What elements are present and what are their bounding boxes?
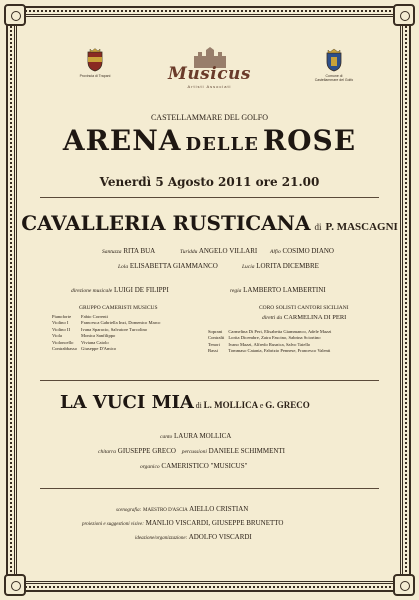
separator bbox=[40, 380, 379, 381]
event-date: Venerdì 5 Agosto 2011 ore 21.00 bbox=[99, 175, 320, 189]
opera1-composer-prefix: di bbox=[314, 222, 322, 232]
roster-row: Contralti Lorita Dicembre, Zaira Fascino, Sabrina Sciortino bbox=[208, 335, 321, 341]
opera1-composer: P. MASCAGNI bbox=[325, 221, 398, 233]
credit-canto: canto LAURA MOLLICA bbox=[160, 432, 232, 440]
crest-right-caption: Comune di Castellammare del Golfo bbox=[314, 74, 354, 82]
credit-ideazione: ideazione/organizzazione: ADOLFO VISCARDI bbox=[135, 533, 252, 541]
inner-border bbox=[14, 14, 403, 584]
opera2-heading: LA VUCI MIA di L. MOLLICA e G. GRECO bbox=[60, 392, 310, 413]
credit-organico: organico CAMERISTICO "MUSICUS" bbox=[140, 462, 248, 470]
group-title: GRUPPO CAMERISTI MUSICUS bbox=[79, 305, 158, 311]
choir-title: CORO SOLISTI CANTORI SICILIANI bbox=[259, 305, 349, 311]
venue-rose: ROSE bbox=[262, 124, 357, 157]
roster-row: Soprani Carmelina Di Peri, Elisabetta Giammanco, Adele Mazzi bbox=[208, 329, 332, 334]
stage-director: regia LAMBERTO LAMBERTINI bbox=[230, 286, 326, 294]
credit-scenografia: scenografia: MAESTRO D'ASCIA AIELLO CRISTIAN bbox=[116, 505, 249, 513]
roster-row: Pianoforte Fabio Correnti bbox=[52, 314, 108, 319]
logo-wordmark: Musicus bbox=[168, 64, 251, 84]
opera2-title: LA VUCI MIA bbox=[60, 392, 194, 413]
corner-ornament-icon bbox=[4, 574, 26, 596]
corner-ornament-icon bbox=[4, 4, 26, 26]
venue-delle: DELLE bbox=[185, 134, 259, 155]
choir-director: diretti da CARMELINA DI PERI bbox=[262, 314, 347, 321]
town-name: CASTELLAMMARE DEL GOLFO bbox=[150, 113, 269, 122]
separator bbox=[40, 197, 379, 198]
cast-lola: Lola ELISABETTA GIAMMANCO bbox=[118, 262, 218, 270]
roster-row: Violino I Francesca Gabriella Inzi, Domenico Marco bbox=[52, 320, 161, 326]
roster-row: Tenori Ivano Mazzi, Alfredo Rusnica, Salvo Taiello bbox=[208, 341, 311, 347]
corner-ornament-icon bbox=[393, 4, 415, 26]
cast-alfio: Alfio COSIMO DIANO bbox=[270, 247, 334, 255]
cast-santuzza: Santuzza RITA BUA bbox=[102, 247, 156, 255]
credit-chitarra: chitarra GIUSEPPE GRECO percussioni DANIELE SCHIMMENTI bbox=[98, 447, 286, 455]
roster-row: Violoncello Viviana Caiolo bbox=[52, 339, 109, 345]
roster-row: Bassi Tommaso Catania, Fabrizio Pennese, Francesco Valenti bbox=[208, 348, 331, 354]
cast-lucia: Lucia LORITA DICEMBRE bbox=[242, 262, 319, 270]
musicus-logo bbox=[0, 46, 419, 89]
opera1-heading bbox=[0, 211, 419, 235]
crest-left-caption: Provincia di Trapani bbox=[79, 74, 111, 78]
venue-arena: ARENA bbox=[62, 124, 182, 157]
roster-row: Violino II Ivana Sparacio, Salvatore Turcolino bbox=[52, 326, 148, 332]
roster-row: Contrabbasso Giuseppe D'Amico bbox=[52, 346, 117, 352]
corner-ornament-icon bbox=[393, 574, 415, 596]
roster-row: Viola Monica Sanfilippo bbox=[52, 333, 116, 339]
separator bbox=[40, 488, 379, 489]
venue-title bbox=[0, 124, 419, 157]
choir-roster bbox=[208, 329, 335, 355]
music-director: direzione musicale LUIGI DE FILIPPI bbox=[71, 286, 169, 294]
opera1-title: CAVALLERIA RUSTICANA bbox=[21, 211, 311, 235]
cast-turiddu: Turiddu ANGELO VILLARI bbox=[180, 247, 258, 255]
logo-subtitle: Artisti Associati bbox=[187, 84, 232, 89]
group-roster bbox=[52, 314, 164, 352]
credit-proiezioni: proiezioni e suggestioni visive: MANLIO VISCARDI, GIUSEPPE BRUNETTO bbox=[82, 519, 284, 527]
